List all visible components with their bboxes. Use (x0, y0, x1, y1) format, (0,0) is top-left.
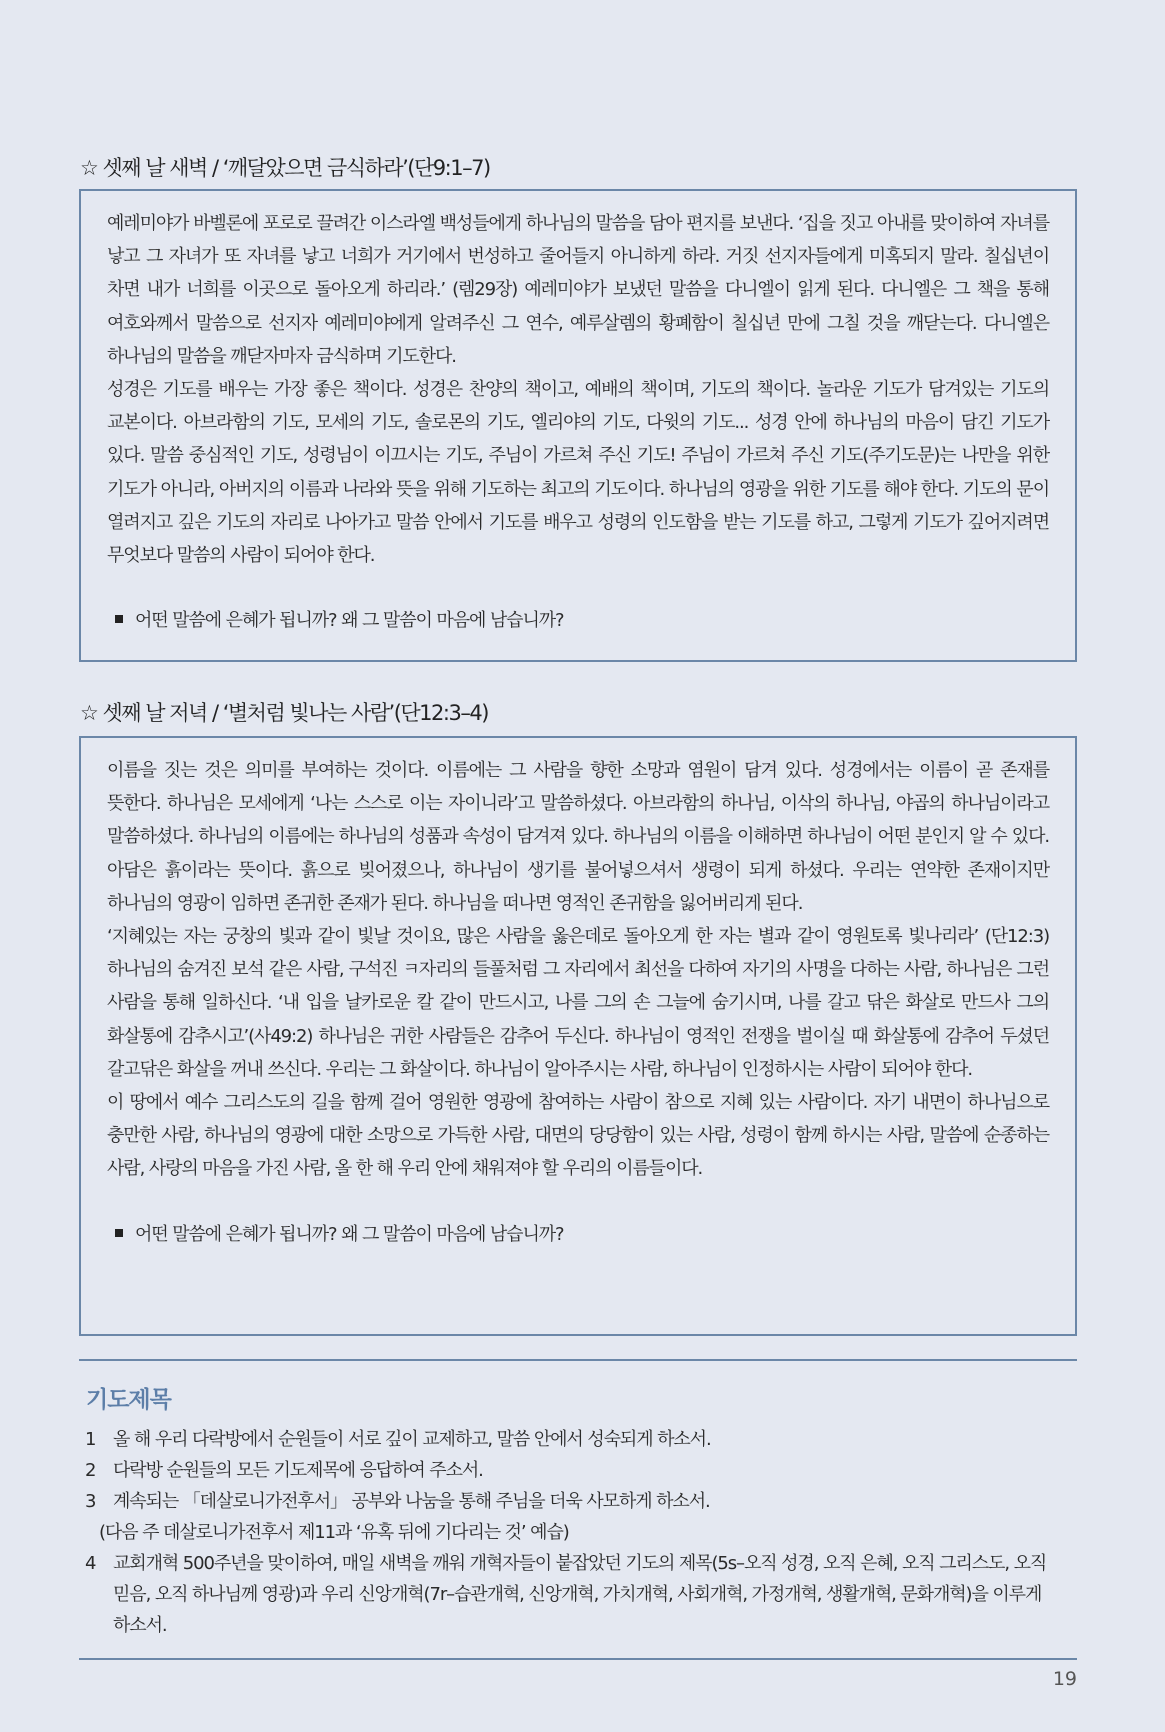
item-number: 3 (85, 1491, 96, 1512)
list-item (85, 1548, 1075, 1641)
meditation-box-dawn (79, 189, 1077, 662)
question-text: 어떤 말씀에 은혜가 됩니까? 왜 그 말씀이 마음에 남습니까? (135, 610, 564, 632)
item-text: 교회개혁 500주년을 맞이하여, 매일 새벽을 깨워 개혁자들이 붙잡았던 기도의 제목(5s–오직 성경, 오직 은혜, 오직 그리스도, 오직 믿음, 오직 하나님께 영광)과 우리 신앙개혁(7r–습관개혁, 신앙개혁, 가치개혁, 사회개혁, 가정개혁, 생활개혁, 문화개혁)을 이루게 하소서. (113, 1553, 1047, 1636)
section-title-evening: ☆ 셋째 날 저녁 / ‘별처럼 빛나는 사람’(단12:3–4) (80, 701, 488, 725)
page-number: 19 (1052, 1668, 1077, 1690)
meditation-box-evening (79, 736, 1077, 1336)
square-bullet-icon (115, 1229, 123, 1237)
paragraph: 이 땅에서 예수 그리스도의 길을 함께 걸어 영원한 영광에 참여하는 사람이 참으로 지혜 있는 사람이다. 자기 내면이 하나님으로 충만한 사람, 하나님의 영광에 대한 소망으로 가득한 사람, 대면의 당당함이 있는 사람, 성령이 함께 하시는 사람, 말씀에 순종하는 사람, 사랑의 마음을 가진 사람, 올 한 해 우리 안에 채워져야 할 우리의 이름들이다. (107, 1092, 1049, 1180)
item-number: 1 (85, 1429, 96, 1450)
question-text: 어떤 말씀에 은혜가 됩니까? 왜 그 말씀이 마음에 남습니까? (135, 1223, 564, 1245)
item-text: 올 해 우리 다락방에서 순원들이 서로 깊이 교제하고, 말씀 안에서 성숙되게 하소서. (113, 1429, 711, 1450)
list-item (85, 1455, 1075, 1486)
item-text: 다락방 순원들의 모든 기도제목에 응답하여 주소서. (113, 1460, 483, 1481)
item-note: (다음 주 데살로니가전후서 제11과 ‘유혹 뒤에 기다리는 것’ 예습) (99, 1522, 569, 1543)
prayer-list (85, 1424, 1075, 1641)
paragraph: 예레미야가 바벨론에 포로로 끌려간 이스라엘 백성들에게 하나님의 말씀을 담아 편지를 보낸다. ‘집을 짓고 아내를 맞이하여 자녀를 낳고 그 자녀가 또 자녀를 낳고 너희가 거기에서 번성하고 줄어들지 아니하게 하라. 거짓 선지자들에게 미혹되지 말라. 칠십년이 차면 내가 너희를 이곳으로 돌아오게 하리라.’ (렘29장) 예레미야가 보냈던 말씀을 다니엘이 읽게 된다. 다니엘은 그 책을 통해 여호와께서 말씀으로 선지자 예레미야에게 알려주신 그 연수, 예루살렘의 황폐함이 칠십년 만에 그칠 것을 깨닫는다. 다니엘은 하나님의 말씀을 깨닫자마자 금식하며 기도한다. (107, 213, 1049, 367)
divider-bottom (79, 1658, 1077, 1660)
square-bullet-icon (115, 615, 123, 623)
item-number: 4 (85, 1553, 96, 1574)
list-item (85, 1486, 1075, 1548)
reflection-question (107, 1220, 1049, 1246)
section-title-dawn: ☆ 셋째 날 새벽 / ‘깨달았으면 금식하라’(단9:1–7) (80, 156, 490, 180)
prayer-topics-heading: 기도제목 (86, 1387, 171, 1413)
paragraph: 이름을 짓는 것은 의미를 부여하는 것이다. 이름에는 그 사람을 향한 소망과 염원이 담겨 있다. 성경에서는 이름이 곧 존재를 뜻한다. 하나님은 모세에게 ‘나는 스스로 이는 자이니라’고 말씀하셨다. 아브라함의 하나님, 이삭의 하나님, 야곱의 하나님이라고 말씀하셨다. 하나님의 이름에는 하나님의 성품과 속성이 담겨져 있다. 하나님의 이름을 이해하면 하나님이 어떤 분인지 알 수 있다. 아담은 흙이라는 뜻이다. 흙으로 빚어졌으나, 하나님이 생기를 불어넣으셔서 생령이 되게 하셨다. 우리는 연약한 존재이지만 하나님의 영광이 임하면 존귀한 존재가 된다. 하나님을 떠나면 영적인 존귀함을 잃어버리게 된다. (107, 760, 1049, 914)
item-text: 계속되는 「데살로니가전후서」 공부와 나눔을 통해 주님을 더욱 사모하게 하소서. (113, 1491, 710, 1512)
divider-top (79, 1359, 1077, 1361)
list-item (85, 1424, 1075, 1455)
item-number: 2 (85, 1460, 96, 1481)
paragraph: 성경은 기도를 배우는 가장 좋은 책이다. 성경은 찬양의 책이고, 예배의 책이며, 기도의 책이다. 놀라운 기도가 담겨있는 기도의 교본이다. 아브라함의 기도, 모세의 기도, 솔로몬의 기도, 엘리야의 기도, 다윗의 기도... 성경 안에 하나님의 마음이 담긴 기도가 있다. 말씀 중심적인 기도, 성령님이 이끄시는 기도, 주님이 가르쳐 주신 기도! 주님이 가르쳐 주신 기도(주기도문)는 나만을 위한 기도가 아니라, 아버지의 이름과 나라와 뜻을 위해 기도하는 최고의 기도이다. 하나님의 영광을 위한 기도를 해야 한다. 기도의 문이 열려지고 깊은 기도의 자리로 나아가고 말씀 안에서 기도를 배우고 성령의 인도함을 받는 기도를 하고, 그렇게 기도가 깊어지려면 무엇보다 말씀의 사람이 되어야 한다. (107, 379, 1049, 567)
reflection-question (107, 606, 1049, 632)
paragraph: ‘지혜있는 자는 궁창의 빛과 같이 빛날 것이요, 많은 사람을 옳은데로 돌아오게 한 자는 별과 같이 영원토록 빛나리라’ (단12:3) 하나님의 숨겨진 보석 같은 사람, 구석진 ㅋ자리의 들풀처럼 그 자리에서 최선을 다하여 자기의 사명을 다하는 사람, 하나님은 그런 사람을 통해 일하신다. ‘내 입을 날카로운 칼 같이 만드시고, 나를 그의 손 그늘에 숨기시며, 나를 갈고 닦은 화살로 만드사 그의 화살통에 감추시고’(사49:2) 하나님은 귀한 사람들은 감추어 두신다. 하나님이 영적인 전쟁을 벌이실 때 화살통에 감추어 두셨던 갈고닦은 화살을 꺼내 쓰신다. 우리는 그 화살이다. 하나님이 알아주시는 사람, 하나님이 인정하시는 사람이 되어야 한다. (107, 926, 1049, 1080)
